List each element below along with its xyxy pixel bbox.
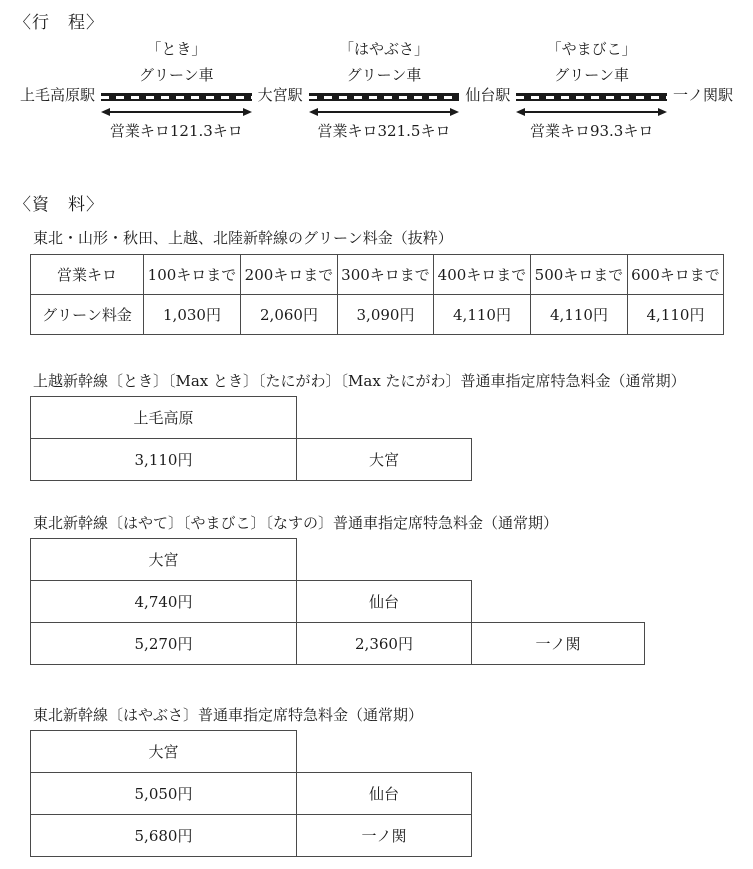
- arrowhead-right-icon: [450, 108, 459, 116]
- table-row: [31, 295, 724, 335]
- railway-track-line: [516, 93, 667, 101]
- car-class-label: グリーン車: [346, 66, 422, 84]
- table-row: [31, 255, 724, 295]
- table-row: [30, 438, 753, 481]
- fare-cell: 5,680円: [30, 814, 297, 857]
- fare-cell: 2,060円: [241, 295, 338, 335]
- station-label-ichinoseki: 一ノ関駅: [672, 86, 733, 104]
- table-row: [30, 622, 753, 665]
- fare-cell: 4,740円: [30, 580, 297, 623]
- fare-cell: 5,270円: [30, 622, 297, 665]
- railway-track-line: [101, 93, 252, 101]
- distance-label: 営業キロ321.5キロ: [317, 122, 451, 140]
- train-name-label: 「とき」: [146, 40, 207, 58]
- header-cell: 400キロまで: [434, 255, 531, 295]
- fare-cell: 1,030円: [144, 295, 241, 335]
- arrowhead-left-icon: [516, 108, 525, 116]
- materials-heading: 〈資 料〉: [14, 195, 104, 215]
- railway-track-line: [309, 93, 460, 101]
- station-label-sendai: 仙台駅: [465, 86, 511, 104]
- station-cell: 上毛高原: [30, 396, 297, 439]
- arrowhead-right-icon: [658, 108, 667, 116]
- tohoku-fare-table-title: 東北新幹線〔はやて〕〔やまびこ〕〔なすの〕普通車指定席特急料金（通常期）: [33, 514, 559, 532]
- arrowhead-left-icon: [309, 108, 318, 116]
- header-cell: 200キロまで: [241, 255, 338, 295]
- distance-label: 営業キロ93.3キロ: [529, 122, 654, 140]
- arrowhead-left-icon: [101, 108, 110, 116]
- joetsu-fare-table-title: 上越新幹線〔とき〕〔Max とき〕〔たにがわ〕〔Max たにがわ〕普通車指定席特急料金（通常期）: [33, 372, 686, 390]
- station-cell: 仙台: [296, 580, 472, 623]
- station-label-jomokogen: 上毛高原駅: [20, 86, 96, 104]
- header-cell: 100キロまで: [144, 255, 241, 295]
- joetsu-fare-table: [30, 396, 753, 481]
- table-row: [30, 730, 753, 773]
- fare-cell: 5,050円: [30, 772, 297, 815]
- header-cell: 300キロまで: [338, 255, 434, 295]
- double-arrow-icon: [101, 107, 252, 116]
- header-cell: 500キロまで: [531, 255, 628, 295]
- station-cell: 大宮: [296, 438, 472, 481]
- arrowhead-right-icon: [243, 108, 252, 116]
- fare-cell: 4,110円: [434, 295, 531, 335]
- station-cell: 一ノ関: [471, 622, 645, 665]
- car-class-label: グリーン車: [138, 66, 214, 84]
- fare-cell: 4,110円: [531, 295, 628, 335]
- table-row: [30, 814, 753, 857]
- green-fare-table: [30, 254, 724, 335]
- row-label-cell: グリーン料金: [31, 295, 144, 335]
- route-segment-hayabusa: [309, 40, 460, 141]
- station-label-omiya: 大宮駅: [257, 86, 303, 104]
- station-cell: 大宮: [30, 538, 297, 581]
- hayabusa-fare-table-title: 東北新幹線〔はやぶさ〕普通車指定席特急料金（通常期）: [33, 706, 424, 724]
- table-row: [30, 396, 753, 439]
- table-row: [30, 538, 753, 581]
- fare-cell: 3,090円: [338, 295, 434, 335]
- arrow-shaft: [318, 111, 451, 113]
- header-cell: 600キロまで: [628, 255, 724, 295]
- double-arrow-icon: [309, 107, 460, 116]
- arrow-shaft: [525, 111, 658, 113]
- car-class-label: グリーン車: [554, 66, 629, 84]
- route-diagram: [0, 40, 753, 140]
- table-row: [30, 772, 753, 815]
- table-row: [30, 580, 753, 623]
- station-cell: 一ノ関: [296, 814, 472, 857]
- train-name-label: 「やまびこ」: [546, 40, 637, 58]
- green-fare-table-title: 東北・山形・秋田、上越、北陸新幹線のグリーン料金（抜粋）: [33, 229, 453, 247]
- double-arrow-icon: [516, 107, 667, 116]
- header-cell: 営業キロ: [31, 255, 144, 295]
- distance-label: 営業キロ121.3キロ: [109, 122, 243, 140]
- itinerary-heading: 〈行 程〉: [14, 13, 104, 33]
- route-segment-yamabiko: [516, 40, 667, 141]
- station-cell: 大宮: [30, 730, 297, 773]
- train-name-label: 「はやぶさ」: [338, 40, 429, 58]
- station-cell: 仙台: [296, 772, 472, 815]
- arrow-shaft: [110, 111, 243, 113]
- hayabusa-fare-table: [30, 730, 753, 857]
- route-segment-toki: [101, 40, 252, 141]
- fare-cell: 4,110円: [628, 295, 724, 335]
- tohoku-fare-table: [30, 538, 753, 665]
- fare-cell: 2,360円: [296, 622, 472, 665]
- fare-cell: 3,110円: [30, 438, 297, 481]
